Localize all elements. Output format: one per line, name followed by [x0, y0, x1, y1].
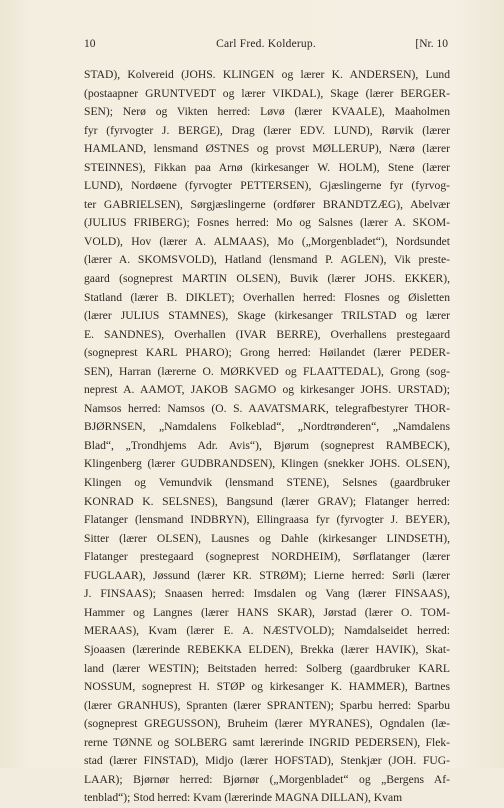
text-line: fyr (fyrvogter J. BERGE), Drag (lærer EDV. LUND), Rørvik (lærer	[84, 123, 450, 137]
text-line: stad (lærer FINSTAD), Midjo (lærer HOFSTAD), Stenkjær (JOH. FUG-	[84, 754, 450, 768]
text-line: Namsos herred: Namsos (O. S. AAVATSMARK, telegrafbestyrer THOR-	[84, 401, 450, 415]
text-line: VOLD), Hov (lærer A. ALMAAS), Mo („Morgenbladet“), Nordsundet	[84, 234, 450, 248]
text-line: (lærer JULIUS STAMNES), Skage (kirkesanger TRILSTAD og lærer	[84, 309, 450, 323]
text-line: (sogneprest KARL PHARO); Grong herred: Høilandet (lærer PEDER-	[84, 346, 450, 360]
text-line: (JULIUS FRIBERG); Fosnes herred: Mo og Salsnes (lærer A. SKOM-	[84, 216, 450, 230]
text-line: gaard (sogneprest MARTIN OLSEN), Buvik (lærer JOHS. EKKER),	[84, 272, 450, 286]
text-line: NOSSUM, sogneprest H. STØP og kirkesanger K. HAMMER), Bartnes	[84, 680, 450, 694]
text-line: rerne TØNNE og SOLBERG samt lærerinde INGRID PEDERSEN), Flek-	[84, 735, 450, 749]
text-line: MERAAS), Kvam (lærer E. A. NÆSTVOLD); Namdalseidet herred:	[84, 624, 450, 638]
running-title: Carl Fred. Kolderup.	[216, 38, 316, 50]
text-line: J. FINSAAS); Snaasen herred: Imsdalen og Vang (lærer FINSAAS),	[84, 587, 450, 601]
text-line: Blad“, „Trondhjems Adr. Avis“), Bjørum (sogneprest RAMBECK),	[84, 438, 450, 452]
text-line: Klingen og Vemundvik (lensmand STENE), Selsnes (gaardbruker	[84, 476, 450, 490]
text-line: LUND), Nordøene (fyrvogter PETTERSEN), Gjæslingerne fyr (fyrvog-	[84, 179, 450, 193]
text-line: STAD), Kolvereid (JOHS. KLINGEN og lærer K. ANDERSEN), Lund	[84, 68, 450, 81]
page-number: 10	[84, 38, 96, 50]
section-reference: [Nr. 10	[415, 38, 448, 50]
text-line: (postaapner GRUNTVEDT og lærer VIKDAL), Skage (lærer BERGER-	[84, 86, 450, 100]
text-line: tenblad“); Stod herred: Kvam (lærerinde MAGNA DILLAN), Kvam	[84, 791, 403, 805]
text-line: Hammer og Langnes (lærer HANS SKAR), Jørstad (lærer O. TOM-	[84, 605, 450, 619]
text-line: Statland (lærer B. DIKLET); Overhallen herred: Flosnes og Øisletten	[84, 290, 450, 304]
text-line: HAMLAND, lensmand ØSTNES og provst MØLLERUP), Nærø (lærer	[84, 142, 450, 156]
text-line: ter GABRIELSEN), Sørgjæslingerne (ordfører BRANDTZÆG), Abelvær	[84, 197, 450, 211]
text-line: (sogneprest GREGUSSON), Bruheim (lærer MYRANES), Ogndalen (læ-	[84, 717, 450, 731]
page-header	[84, 38, 448, 54]
text-line: LAAR); Bjørnør herred: Bjørnør („Morgenbladet“ og „Bergens Af-	[84, 772, 450, 786]
text-line: land (lærer WESTIN); Beitstaden herred: Solberg (gaardbruker KARL	[84, 661, 450, 675]
text-line: Klingenberg (lærer GUDBRANDSEN), Klingen (snekker JOHS. OLSEN),	[84, 457, 450, 471]
text-line: E. SANDNES), Overhallen (IVAR BERRE), Overhallens prestegaard	[84, 327, 450, 341]
text-line: SEN), Harran (lærerne O. MØRKVED og FLAATTEDAL), Grong (sog-	[84, 364, 450, 378]
text-line: BJØRNSEN, „Namdalens Folkeblad“, „Nordtrønderen“, „Namdalens	[84, 420, 450, 434]
text-line: Sjoaasen (lærerinde REBEKKA ELDEN), Brekka (lærer HAVIK), Skat-	[84, 642, 450, 656]
text-line: (lærer GRANHUS), Spranten (lærer SPRANTEN); Sparbu herred: Sparbu	[84, 698, 450, 712]
text-line: neprest A. AAMOT, JAKOB SAGMO og kirkesanger JOHS. URSTAD);	[84, 383, 450, 397]
body-text	[84, 66, 450, 808]
text-line: (lærer A. SKOMSVOLD), Hatland (lensmand P. AGLEN), Vik preste-	[84, 253, 450, 267]
text-line: Flatanger (lensmand INDBRYN), Ellingraasa fyr (fyrvogter J. BEYER),	[84, 513, 450, 527]
text-line: SEN); Nerø og Vikten herred: Løvø (lærer KVAALE), Maaholmen	[84, 105, 450, 119]
text-line: STEINNES), Fikkan paa Arnø (kirkesanger W. HOLM), Stene (lærer	[84, 160, 450, 174]
text-line: Flatanger prestegaard (sogneprest NORDHEIM), Sørflatanger (lærer	[84, 550, 450, 564]
text-line: Sitter (lærer OLSEN), Lausnes og Dahle (kirkesanger LINDSETH),	[84, 531, 450, 545]
text-line: FUGLAAR), Jøssund (lærer KR. STRØM); Lierne herred: Sørli (lærer	[84, 568, 450, 582]
text-line: KONRAD K. SELSNES), Bangsund (lærer GRAV); Flatanger herred:	[84, 494, 450, 508]
